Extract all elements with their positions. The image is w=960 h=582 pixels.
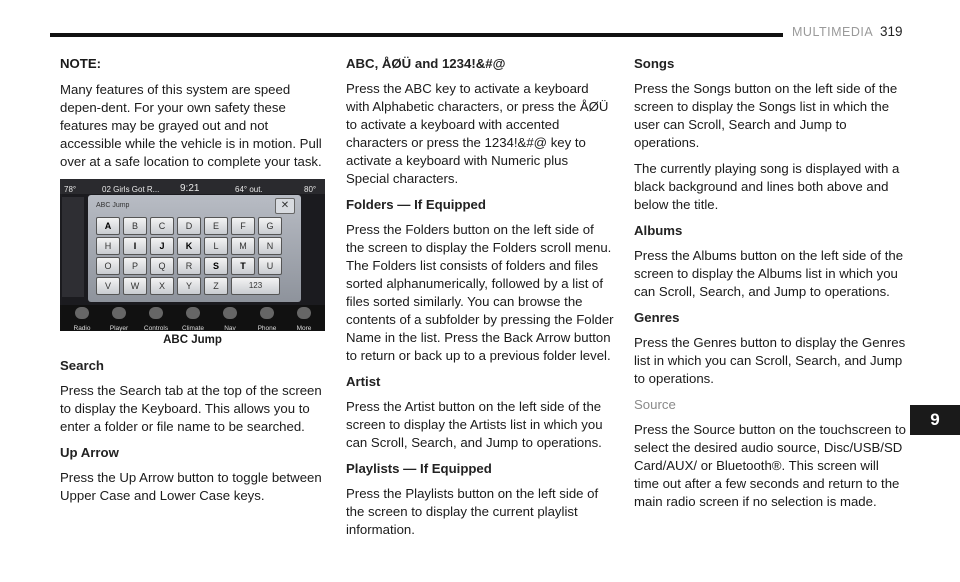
key-q[interactable]: Q <box>150 257 174 275</box>
abc-jump-panel <box>88 195 301 302</box>
chapter-tab: 9 <box>910 405 960 435</box>
nav-phone[interactable] <box>249 307 285 331</box>
player-icon <box>112 307 126 319</box>
column-2 <box>346 55 614 547</box>
key-r[interactable]: R <box>177 257 201 275</box>
key-a[interactable]: A <box>96 217 120 235</box>
phone-icon <box>260 307 274 319</box>
heading-search: Search <box>60 358 104 373</box>
nav-label: More <box>296 325 312 331</box>
figure-caption: ABC Jump <box>163 334 222 346</box>
key-w[interactable]: W <box>123 277 147 295</box>
key-t[interactable]: T <box>231 257 255 275</box>
controls-icon <box>149 307 163 319</box>
text-playlists: Press the Playlists button on the left side of the screen to display the current playlist information. <box>346 486 599 537</box>
heading-up-arrow: Up Arrow <box>60 445 119 460</box>
column-1 <box>60 55 326 513</box>
heading-playlists: Playlists — If Equipped <box>346 461 492 476</box>
text-abc: Press the ABC key to activate a keyboard with Alphabetic characters, or press the ÅØÜ to activate a keyboard with accented characters or press the 1234!&#@ key to activate a keyboard with Numeric plus Special characters. <box>346 81 609 186</box>
radio-icon <box>75 307 89 319</box>
key-b[interactable]: B <box>123 217 147 235</box>
key-j[interactable]: J <box>150 237 174 255</box>
status-bar <box>60 179 325 194</box>
text-songs-2: The currently playing song is displayed with a black background and lines both above and below the title. <box>634 161 900 212</box>
nav-player[interactable] <box>101 307 137 331</box>
nav-climate[interactable] <box>175 307 211 331</box>
text-genres: Press the Genres button to display the Genres list in which you can Scroll, Search, and Jump to operations. <box>634 335 906 386</box>
key-x[interactable]: X <box>150 277 174 295</box>
key-g[interactable]: G <box>258 217 282 235</box>
more-icon <box>297 307 311 319</box>
nav-label: Player <box>109 325 129 331</box>
key-m[interactable]: M <box>231 237 255 255</box>
keyboard-row <box>96 237 285 255</box>
note-label: NOTE: <box>60 56 102 71</box>
page-number: 319 <box>880 24 903 39</box>
letter-keyboard <box>96 217 285 297</box>
heading-albums: Albums <box>634 223 683 238</box>
text-songs-1: Press the Songs button on the left side of the screen to display the Songs list in which the user can Scroll, Search and Jump to operations. <box>634 81 898 150</box>
nav-label: Nav <box>224 325 236 331</box>
inside-temp-right: 80° <box>304 185 317 194</box>
media-sidebar <box>62 197 84 297</box>
heading-genres: Genres <box>634 310 680 325</box>
key-v[interactable]: V <box>96 277 120 295</box>
nav-icon <box>223 307 237 319</box>
text-albums: Press the Albums button on the left side of the screen to display the Albums list in which you can Scroll, Search, and Jump to operations. <box>634 248 904 299</box>
bottom-nav-bar <box>60 305 325 331</box>
column-3 <box>634 55 906 519</box>
key-s[interactable]: S <box>204 257 228 275</box>
nav-label: Controls <box>143 325 169 331</box>
keyboard-row <box>96 257 285 275</box>
keyboard-row <box>96 217 285 235</box>
note-text: Many features of this system are speed depen-dent. For your own safety these features may be grayed out and not accessible while the vehicle is in motion. Pull over at a safe location to complete your task. <box>60 82 322 169</box>
heading-source: Source <box>634 397 676 412</box>
key-o[interactable]: O <box>96 257 120 275</box>
section-title: MULTIMEDIA <box>792 25 874 39</box>
text-folders: Press the Folders button on the left side of the screen to display the Folders scroll menu. The Folders list consists of folders and files sorted alphanumerically, followed by a list of files sorted similarly. You can browse the contents of a subfolder by pressing the Folder Name in the list. Press the Back Arrow button to return or back up to a previous folder level. <box>346 222 614 363</box>
nav-nav[interactable] <box>212 307 248 331</box>
key-h[interactable]: H <box>96 237 120 255</box>
key-y[interactable]: Y <box>177 277 201 295</box>
key-123[interactable]: 123 <box>231 277 280 295</box>
nav-controls[interactable] <box>138 307 174 331</box>
heading-artist: Artist <box>346 374 381 389</box>
key-z[interactable]: Z <box>204 277 228 295</box>
clock: 9:21 <box>180 183 200 194</box>
key-n[interactable]: N <box>258 237 282 255</box>
now-playing: 02 Girls Got R... <box>102 185 160 194</box>
key-f[interactable]: F <box>231 217 255 235</box>
inside-temp-left: 78° <box>64 185 77 194</box>
key-k[interactable]: K <box>177 237 201 255</box>
text-artist: Press the Artist button on the left side of the screen to display the Artists list in which you can Scroll, Search, and Jump to operations. <box>346 399 603 450</box>
key-l[interactable]: L <box>204 237 228 255</box>
nav-label: Radio <box>73 325 91 331</box>
key-c[interactable]: C <box>150 217 174 235</box>
text-up-arrow: Press the Up Arrow button to toggle between Upper Case and Lower Case keys. <box>60 470 322 503</box>
heading-folders: Folders — If Equipped <box>346 197 486 212</box>
close-button[interactable]: ✕ <box>275 198 295 214</box>
outside-temp: 64° out. <box>235 185 263 194</box>
heading-songs: Songs <box>634 56 675 71</box>
key-e[interactable]: E <box>204 217 228 235</box>
key-u[interactable]: U <box>258 257 282 275</box>
header-rule <box>50 33 783 37</box>
nav-label: Climate <box>181 325 205 331</box>
nav-radio[interactable] <box>64 307 100 331</box>
nav-label: Phone <box>257 325 277 331</box>
panel-title: ABC Jump <box>96 202 130 209</box>
heading-abc: ABC, ÅØÜ and 1234!&#@ <box>346 56 506 71</box>
text-source: Press the Source button on the touchscreen to select the desired audio source, Disc/USB/SD Card/AUX/ or Bluetooth®. This screen will time out after a few seconds and return to the main radio screen if no selection is made. <box>634 422 906 509</box>
key-d[interactable]: D <box>177 217 201 235</box>
key-i[interactable]: I <box>123 237 147 255</box>
climate-icon <box>186 307 200 319</box>
text-search: Press the Search tab at the top of the screen to display the Keyboard. This allows you to enter a folder or file name to be searched. <box>60 383 322 434</box>
abc-jump-screenshot <box>60 179 325 331</box>
keyboard-row <box>96 277 285 295</box>
key-p[interactable]: P <box>123 257 147 275</box>
nav-more[interactable] <box>286 307 322 331</box>
